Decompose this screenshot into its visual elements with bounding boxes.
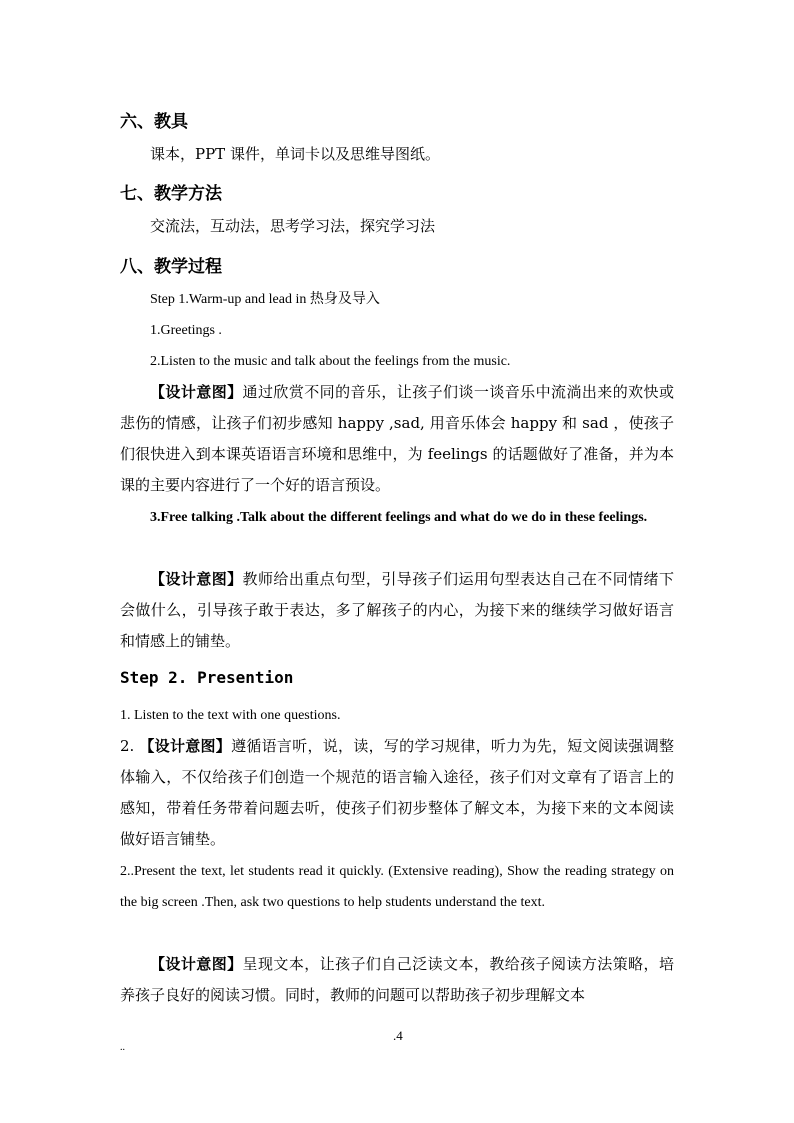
- design-intent-label: 【设计意图】: [150, 570, 243, 588]
- section-6-title: 六、教具: [120, 112, 188, 132]
- design-intent-text: 通过欣赏不同的音乐，让孩子们谈一谈音乐中流淌出来的欢快或悲伤的情感，让孩子们初步感知 happy ,sad, 用音乐体会 happy 和 sad ，使孩子们很快进入到本课英语语言环境和思维中，为 feelings 的话题做好了准备，并为本课的主要内容进行了一个好的语言预设。: [120, 383, 674, 494]
- design-intent-label: 【设计意图】: [150, 955, 243, 973]
- footer-mark: ..: [120, 1042, 125, 1053]
- section-7-title: 七、教学方法: [120, 184, 222, 204]
- design-intent-label: 【设计意图】: [139, 737, 232, 755]
- design-intent-4: [120, 949, 674, 1011]
- item-number: 2.: [120, 737, 135, 755]
- design-intent-3: [120, 731, 674, 855]
- step2-heading: Step 2. Presention: [120, 668, 294, 687]
- section-7-text: 交流法，互动法，思考学习法，探究学习法: [150, 217, 436, 235]
- design-intent-text: 教师给出重点句型，引导孩子们运用句型表达自己在不同情绪下会做什么，引导孩子敢于表达，多了解孩子的内心，为接下来的继续学习做好语言和情感上的铺垫。: [120, 570, 674, 650]
- design-intent-2: [120, 564, 674, 657]
- step1-heading: Step 1.Warm-up and lead in 热身及导入: [150, 292, 380, 307]
- step2-item-present-text: 2..Present the text, let students read it quickly. (Extensive reading), Show the reading strategy on the big screen .Then, ask two questions to help students understand the text.: [120, 864, 674, 910]
- step1-item-listen-music: 2.Listen to the music and talk about the feelings from the music.: [150, 354, 511, 369]
- step2-item-listen-text: 1. Listen to the text with one questions.: [120, 708, 341, 723]
- design-intent-text: 呈现文本，让孩子们自己泛读文本，教给孩子阅读方法策略，培养孩子良好的阅读习惯。同时，教师的问题可以帮助孩子初步理解文本: [120, 955, 674, 1004]
- section-6-text: 课本，PPT 课件，单词卡以及思维导图纸。: [150, 145, 440, 163]
- step1-item-free-talking: 3.Free talking .Talk about the different feelings and what do we do in these feelings.: [150, 510, 648, 525]
- page-number: .4: [393, 1028, 403, 1043]
- step1-item-greetings: 1.Greetings .: [150, 323, 222, 338]
- design-intent-1: [120, 377, 674, 501]
- design-intent-label: 【设计意图】: [150, 383, 243, 401]
- section-8-title: 八、教学过程: [120, 257, 222, 277]
- design-intent-text: 遵循语言听，说，读，写的学习规律，听力为先，短文阅读强调整体输入，不仅给孩子们创造一个规范的语言输入途径，孩子们对文章有了语言上的感知，带着任务带着问题去听，使孩子们初步整体了解文本，为接下来的文本阅读做好语言铺垫。: [120, 737, 674, 848]
